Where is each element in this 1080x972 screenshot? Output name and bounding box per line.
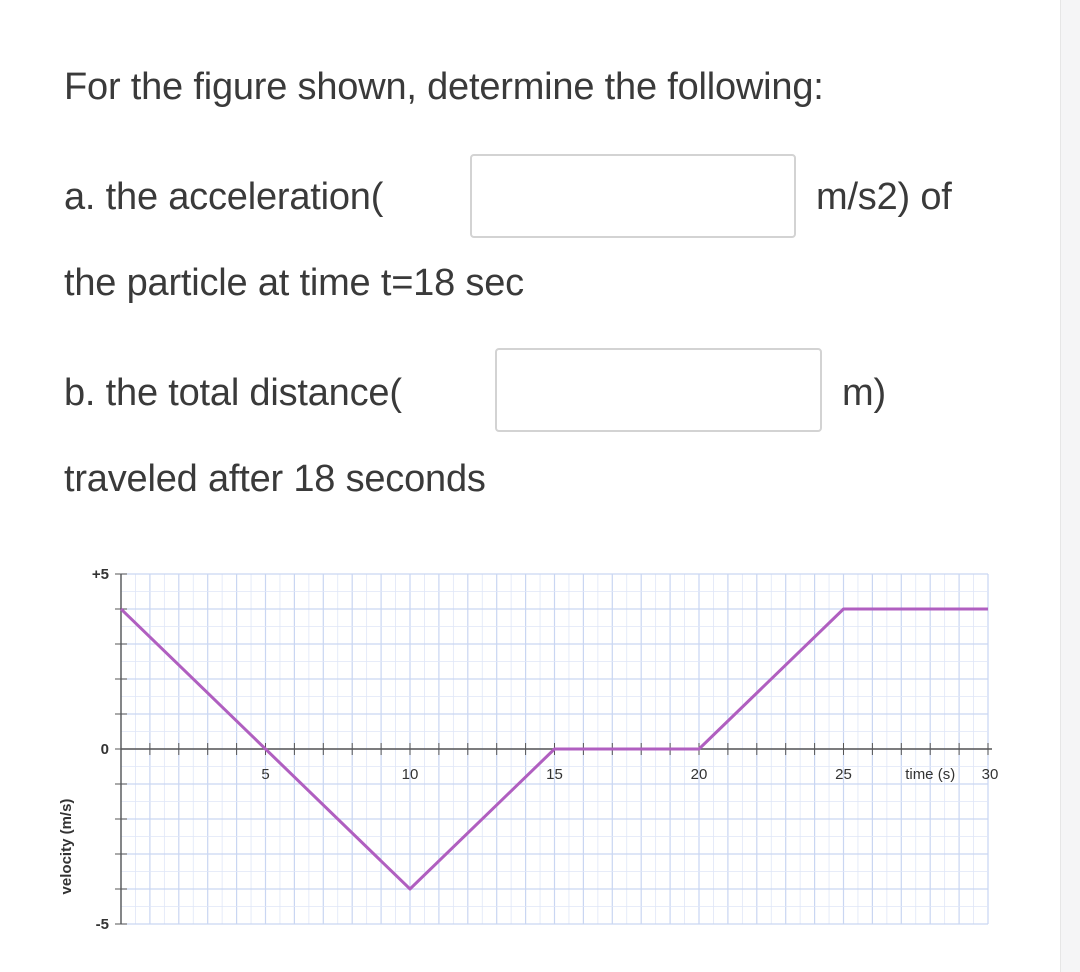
question-intro: For the figure shown, determine the following:: [64, 66, 824, 108]
distance-answer-input[interactable]: [495, 348, 822, 432]
y-tick-label: +5: [91, 566, 109, 583]
velocity-time-graph: [55, 548, 1015, 948]
y-axis-label: velocity (m/s): [58, 798, 75, 895]
part-a-prefix: a. the acceleration(: [64, 176, 384, 218]
part-a-continuation: the particle at time t=18 sec: [64, 262, 524, 304]
x-tick-label: 5: [261, 766, 270, 783]
part-a-unit: m/s2) of: [816, 176, 952, 218]
part-b-prefix: b. the total distance(: [64, 372, 402, 414]
x-tick-label: 20: [690, 766, 708, 783]
x-tick-label: 25: [835, 766, 852, 783]
x-tick-label: 10: [401, 766, 419, 783]
acceleration-answer-input[interactable]: [470, 154, 796, 238]
part-b-unit: m): [842, 372, 886, 414]
part-b-continuation: traveled after 18 seconds: [64, 458, 486, 500]
x-axis-label: time (s): [905, 766, 956, 783]
y-tick-label: 0: [100, 741, 109, 758]
y-tick-label: -5: [95, 916, 109, 933]
x-tick-label: 30: [981, 766, 999, 783]
x-tick-label: 15: [546, 766, 563, 783]
